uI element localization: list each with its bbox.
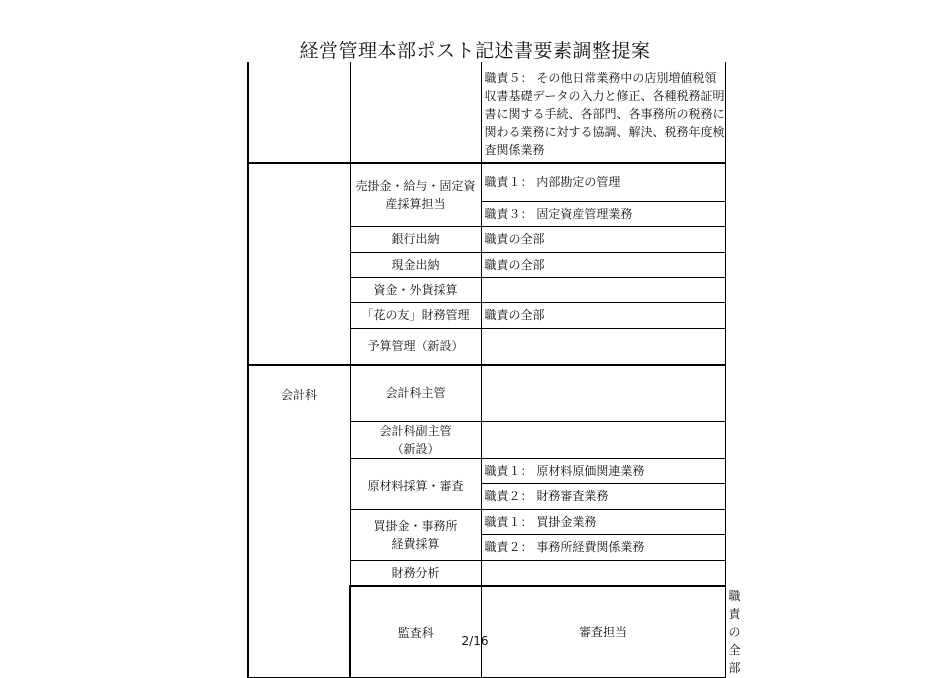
post-description-table	[247, 62, 741, 678]
duty-cell	[481, 365, 725, 421]
post-cell: 会計科副主管（新設）	[350, 421, 481, 458]
table-row	[248, 163, 725, 201]
duty-cell: 職責２： 財務審査業務	[481, 483, 725, 509]
duty-cell: 職責の全部	[481, 226, 725, 252]
table-row: 監査科 審査担当 職責の全部	[248, 586, 725, 678]
post-cell: 原材料採算・審査	[350, 458, 481, 509]
dept-cell	[248, 62, 350, 163]
post-cell: 買掛金・事務所経費採算	[350, 509, 481, 560]
post-cell: 会計科主管	[350, 365, 481, 421]
table-row	[248, 62, 725, 163]
duty-cell: 職責５： その他日常業務中の店別増値税領収書基礎データの入力と修正、各種税務証明書に関する手続、各部門、各事務所の税務に関わる業務に対する協調、解決、税務年度検査関係業務	[481, 62, 725, 163]
duty-cell	[481, 421, 725, 458]
page-number: 2/16	[461, 634, 489, 648]
post-cell: 「花の友」財務管理	[350, 302, 481, 328]
duty-cell: 職責の全部	[481, 252, 725, 277]
duty-cell: 職責３： 固定資産管理業務	[481, 201, 725, 226]
duty-cell	[481, 560, 725, 586]
post-cell: 審査担当	[481, 586, 725, 678]
duty-cell: 職責１： 買掛金業務	[481, 509, 725, 534]
duty-cell: 職責２： 事務所経費関係業務	[481, 534, 725, 560]
post-cell	[350, 62, 481, 163]
document-title: 経営管理本部ポスト記述書要素調整提案	[299, 40, 651, 62]
table-row	[248, 365, 725, 421]
duty-cell: 職責の全部	[481, 302, 725, 328]
post-cell: 売掛金・給与・固定資産採算担当	[350, 163, 481, 226]
post-cell: 銀行出納	[350, 226, 481, 252]
post-cell: 現金出納	[350, 252, 481, 277]
dept-cell: 監査科	[350, 586, 481, 678]
post-cell: 予算管理（新設）	[350, 328, 481, 365]
post-cell: 資金・外貨採算	[350, 277, 481, 302]
duty-cell: 職責１： 原材料原価関連業務	[481, 458, 725, 483]
duty-cell	[481, 277, 725, 302]
post-cell: 財務分析	[350, 560, 481, 586]
dept-cell	[248, 163, 350, 365]
duty-cell: 職責１： 内部勘定の管理	[481, 163, 725, 201]
duty-cell	[481, 328, 725, 365]
dept-cell: 会計科	[248, 365, 350, 678]
